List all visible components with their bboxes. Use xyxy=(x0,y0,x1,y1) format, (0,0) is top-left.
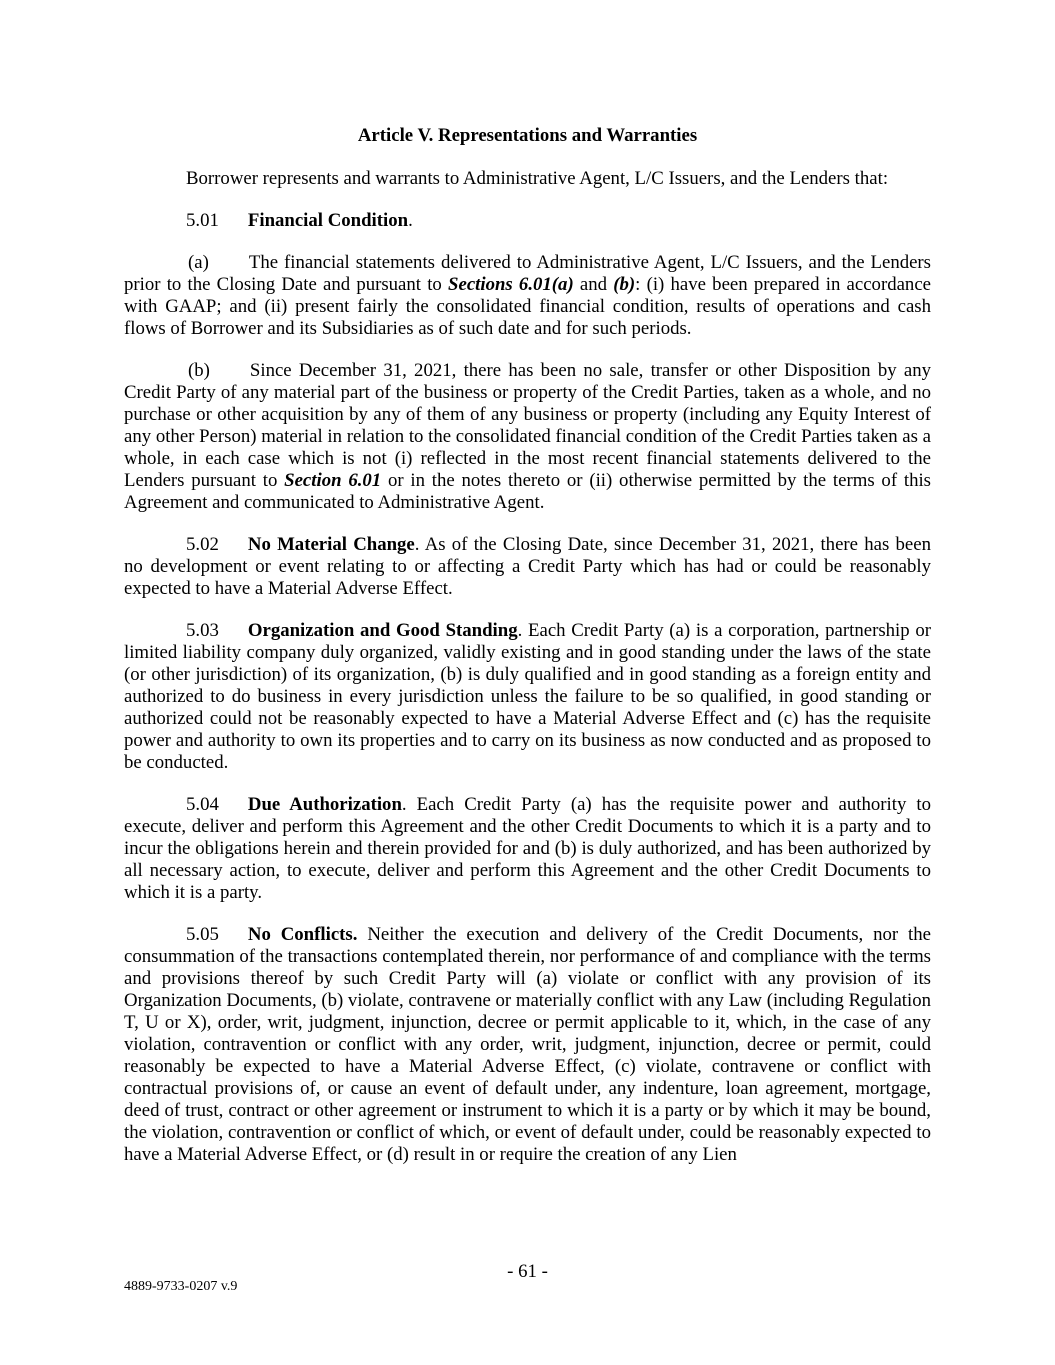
tab-spacer xyxy=(209,267,249,268)
section-5-02-paragraph xyxy=(124,534,931,600)
intro-text: Borrower represents and warrants to Administrative Agent, L/C Issuers, and the Lenders that: xyxy=(186,168,889,189)
cross-reference-b: (b) xyxy=(613,274,636,295)
section-title: No Conflicts. xyxy=(247,924,358,945)
tab-spacer xyxy=(219,635,248,636)
section-number: 5.04 xyxy=(186,794,219,815)
article-title: Article V. Representations and Warranties xyxy=(357,125,698,146)
section-title: Financial Condition xyxy=(247,210,409,231)
body-text: or in the notes thereto or (ii) otherwise permitted by the terms of this Agreement and communicated to Administrative Agent. xyxy=(124,470,931,513)
document-body xyxy=(124,125,931,1166)
body-text: Neither the execution and delivery of the Credit Documents, nor the consummation of the transactions contemplated therein, nor performance of and compliance with the terms and provisions thereof by such Credit Party will (a) violate or conflict with any provision of its Organization Documents, (b) violate, contravene or materially conflict with any Law (including Regulation T, U or X), order, writ, judgment, injunction, decree or permit applicable to it, which, in the case of any violation, contravention or conflict with any order, writ, judgment, injunction, decree or permit, could reasonably be expected to have a Material Adverse Effect, (c) violate, contravene or conflict with contractual provisions of, or cause an event of default under, any indenture, loan agreement, mortgage, deed of trust, contract or other agreement or instrument to which it is a party or by which it may be bound, the violation, contravention or conflict of which, or event of default under, could be reasonably expected to have a Material Adverse Effect, or (d) result in or require the creation of any Lien xyxy=(124,924,931,1165)
section-title: No Material Change xyxy=(247,534,415,555)
section-title: Organization and Good Standing xyxy=(247,620,518,641)
document-control-number: 4889-9733-0207 v.9 xyxy=(124,1279,238,1294)
section-5-03-paragraph xyxy=(124,620,931,774)
page-number: - 61 - xyxy=(507,1261,548,1282)
section-number: 5.05 xyxy=(186,924,219,945)
subsection-a-paragraph xyxy=(124,252,931,340)
cross-reference-sections-601a: Sections 6.01(a) xyxy=(448,274,574,295)
body-text: . Each Credit Party (a) has the requisite power and authority to execute, deliver and perform this Agreement and the other Credit Documents to which it is a party and to incur the obligations herein and therein provided for and (b) is duly authorized, and has been authorized by all necessary action, to execute, deliver and perform this Agreement and the other Credit Documents to which it is a party. xyxy=(124,794,931,903)
body-text: . As of the Closing Date, since December 31, 2021, there has been no development or event relating to or affecting a Credit Party which has had or could be reasonably expected to have a Material Adverse Effect. xyxy=(124,534,931,599)
section-title-period: . xyxy=(408,210,413,231)
section-number: 5.01 xyxy=(186,210,219,231)
section-5-04-paragraph xyxy=(124,794,931,904)
tab-spacer xyxy=(210,375,250,376)
section-5-05-paragraph xyxy=(124,924,931,1166)
body-text: and xyxy=(573,274,614,295)
subsection-label: (a) xyxy=(188,252,209,273)
section-number: 5.02 xyxy=(186,534,219,555)
body-text: The financial statements delivered to Administrative Agent, L/C Issuers, and the Lenders prior to the Closing Date and pursuant to xyxy=(124,252,931,295)
subsection-label: (b) xyxy=(188,360,210,381)
section-title: Due Authorization xyxy=(247,794,402,815)
body-text: . Each Credit Party (a) is a corporation, partnership or limited liability company duly organized, validly existing and in good standing under the laws of the state (or other jurisdiction) of its organization, (b) is duly qualified and in good standing as a foreign entity and authorized to do business in every jurisdiction unless the failure to be so qualified, in good standing or authorized could not be reasonably expected to have a Material Adverse Effect and (c) has the requisite power and authority to own its properties and to carry on its business as now conducted and as proposed to be conducted. xyxy=(124,620,931,773)
cross-reference-section-601: Section 6.01 xyxy=(284,470,382,491)
intro-paragraph xyxy=(124,168,931,190)
tab-spacer xyxy=(219,225,248,226)
tab-spacer xyxy=(219,939,248,940)
body-text: : (i) have been prepared in accordance with GAAP; and (ii) present fairly the consolidated financial condition, results of operations and cash flows of Borrower and its Subsidiaries as of such date and for such periods. xyxy=(124,274,931,339)
tab-spacer xyxy=(219,809,248,810)
section-5-01-heading xyxy=(124,210,931,232)
section-number: 5.03 xyxy=(186,620,219,641)
subsection-b-paragraph xyxy=(124,360,931,514)
tab-spacer xyxy=(219,549,248,550)
body-text: Since December 31, 2021, there has been no sale, transfer or other Disposition by any Credit Party of any material part of the business or property of the Credit Parties, taken as a whole, and no purchase or other acquisition by any of them of any business or property (including any Equity Interest of any other Person) material in relation to the consolidated financial condition of the Credit Parties taken as a whole, in each case which is not (i) reflected in the most recent financial statements delivered to the Lenders pursuant to xyxy=(124,360,931,491)
